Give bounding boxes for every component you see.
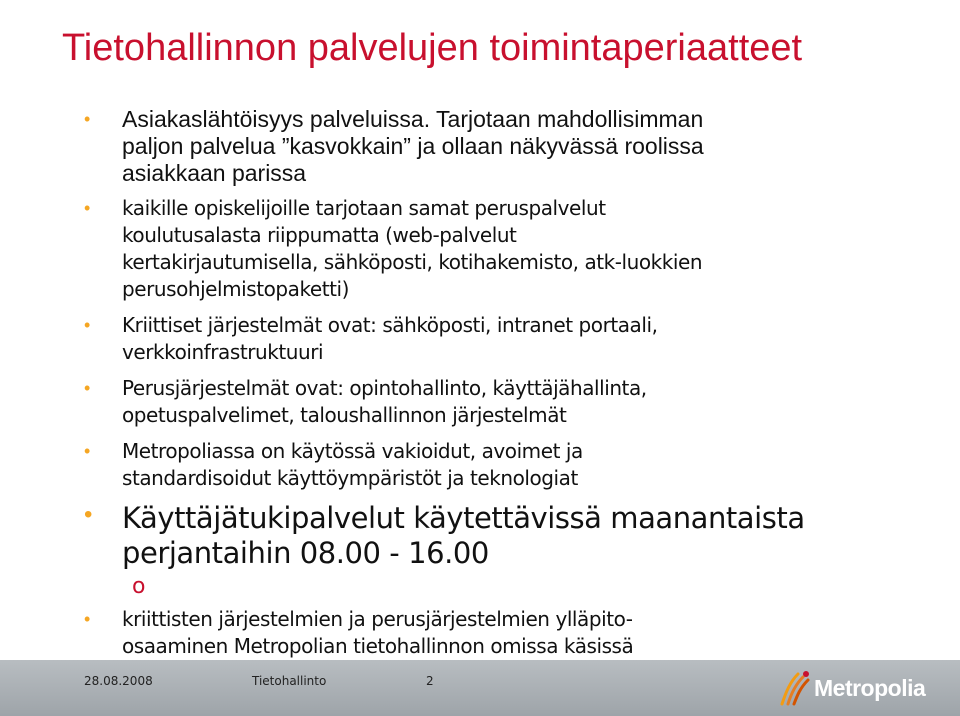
bullet-item <box>82 501 942 571</box>
bullet-line: kaikille opiskelijoille tarjotaan samat peruspalvelut <box>122 196 606 220</box>
bullet-icon: • <box>84 378 91 398</box>
bullet-line: paljon palvelua ”kasvokkain” ja ollaan näkyvässä roolissa <box>122 133 704 159</box>
bullet-line: koulutusalasta riippumatta (web-palvelut <box>122 223 517 247</box>
bullet-icon: • <box>84 109 91 129</box>
slide-footer <box>0 660 960 716</box>
bullet-item <box>82 606 942 660</box>
footer-page-number: 2 <box>426 674 434 688</box>
bullet-item <box>82 375 942 429</box>
bullet-line: Käyttäjätukipalvelut käytettävissä maanantaista <box>122 501 805 535</box>
bullet-line: osaaminen Metropolian tietohallinnon omissa käsissä <box>122 634 634 658</box>
bullet-line: Asiakaslähtöisyys palveluissa. Tarjotaan mahdollisimman <box>122 106 704 132</box>
bullet-line: perjantaihin 08.00 - 16.00 <box>122 536 489 570</box>
bullet-icon: • <box>84 501 93 528</box>
footer-org: Tietohallinto <box>252 674 327 688</box>
bullet-line: kriittisten järjestelmien ja perusjärjestelmien ylläpito- <box>122 607 633 631</box>
metropolia-logo <box>776 668 946 710</box>
logo-wordmark: Metropolia <box>814 675 926 701</box>
bullet-item <box>82 195 942 303</box>
bullet-line: standardisoidut käyttöympäristöt ja teknologiat <box>122 466 578 490</box>
bullet-icon: • <box>84 609 91 629</box>
bullet-icon: • <box>84 315 91 335</box>
slide-title: Tietohallinnon palvelujen toimintaperiaatteet <box>62 27 803 69</box>
bullet-line: Kriittiset järjestelmät ovat: sähköposti, intranet portaali, <box>122 313 658 337</box>
bullet-icon: • <box>84 198 91 218</box>
metropolia-logo-mark-icon <box>776 668 812 708</box>
bullet-line: perusohjelmistopaketti) <box>122 277 350 301</box>
bullet-item <box>82 312 942 366</box>
bullet-icon: • <box>84 441 91 461</box>
bullet-line: Perusjärjestelmät ovat: opintohallinto, käyttäjähallinta, <box>122 376 647 400</box>
bullet-line: Metropoliassa on käytössä vakioidut, avoimet ja <box>122 439 583 463</box>
footer-date: 28.08.2008 <box>84 674 153 688</box>
bullet-line: kertakirjautumisella, sähköposti, kotihakemisto, atk-luokkien <box>122 250 703 274</box>
bullet-line: opetuspalvelimet, taloushallinnon järjestelmät <box>122 403 567 427</box>
bullet-item <box>82 438 942 492</box>
bullet-list <box>82 106 942 660</box>
bullet-line: asiakkaan parissa <box>122 160 307 186</box>
bullet-line: verkkoinfrastruktuuri <box>122 340 324 364</box>
bullet-item <box>82 106 942 187</box>
sub-bullet-icon: o <box>132 574 146 599</box>
